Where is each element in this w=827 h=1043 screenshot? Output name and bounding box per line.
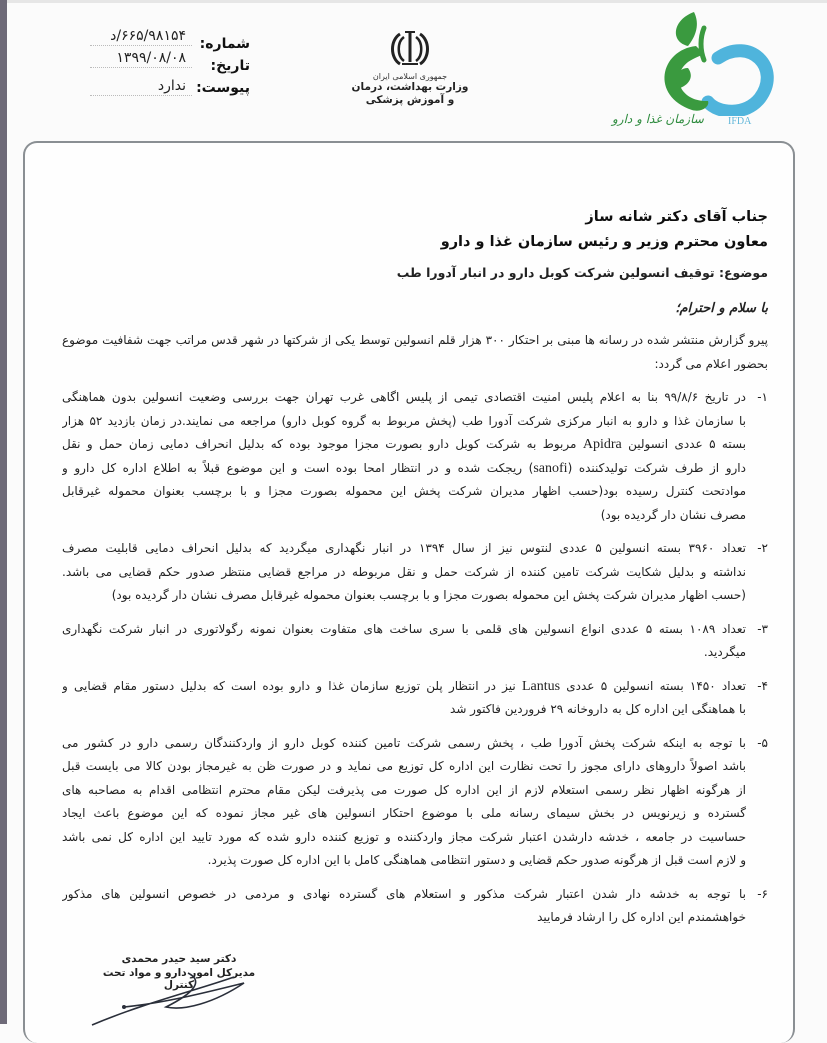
numbered-item	[62, 732, 768, 873]
iran-emblem-icon	[388, 28, 432, 68]
item-number: ۴-	[757, 678, 768, 693]
item-line: بسته ۵ عددی انسولین Apidra مربوط به شرکت کوبل دارو بصورت مجزا موجود بوده که بدلیل انحراف دمایی زمان حمل و نقل	[62, 437, 746, 452]
item-line: با توجه به اینکه شرکت پخش آدورا طب ، پخش رسمی شرکت تامین کننده کوبل دارو از واردکنندگان رسمی دارو در کشور می	[62, 735, 746, 750]
ifda-logo	[600, 6, 780, 134]
letter-metadata	[80, 30, 250, 96]
screen-left-edge	[0, 0, 7, 1024]
signatory-name: دکتر سید حیدر محمدی	[121, 953, 237, 965]
item-text	[62, 883, 746, 930]
item-line: خواهشمندم این اداره کل را ارشاد فرمایید	[537, 910, 746, 924]
ministry-emblem-block	[345, 28, 475, 107]
date-row	[80, 52, 250, 74]
numbered-item	[62, 883, 768, 930]
numbered-item	[62, 618, 768, 665]
item-text	[62, 386, 746, 527]
item-line: گسترده و زیرنویس در بخش سیمای رسانه ملی با موضوع احتکار انسولین های غیر مجاز نموده که این موضوع باعث ایجاد	[62, 806, 746, 820]
latin-product-name: Lantus	[521, 678, 561, 694]
latin-product-name: sanofi	[533, 460, 568, 476]
ifda-leaf-logo-icon	[600, 6, 780, 116]
attachment-row	[80, 74, 250, 96]
item-line: تعداد ۳۹۶۰ بسته انسولین ۵ عددی لنتوس نیز از سال ۱۳۹۴ در انبار نگهداری میگردید که بدلیل انحراف دمایی قابلیت مصرف	[62, 541, 746, 555]
item-line: در تاریخ ۹۹/۸/۶ بنا به اعلام پلیس امنیت اقتصادی تیمی از پلیس اگاهی غرب تهران جهت بررسی وضعیت انسولین بدون هماهنگی	[62, 390, 746, 404]
date-value: ۱۳۹۹/۰۸/۰۸	[90, 50, 192, 68]
item-number: ۵-	[757, 735, 768, 750]
number-row	[80, 30, 250, 52]
item-line: با سازمان غذا و دارو به انبار مرکزی شرکت آدورا طب (پخش مربوط به گروه کوبل دارو) مراجعه می نمایند.در زمان بازدید ۵۲ هزار	[62, 413, 746, 428]
number-value: ۶۶۵/۹۸۱۵۴/د	[90, 28, 192, 46]
item-line: با هماهنگی این اداره کل به داروخانه ۲۹ فروردین فاکتور شد	[450, 702, 746, 716]
top-divider	[7, 0, 827, 3]
item-line: از هرگونه اظهار نظر رسمی استعلام لازم از این اداره کل صورت می پذیرفت لیکن مقام محترم انتظامی اقدام به مصاحبه های	[62, 782, 746, 797]
number-label: شماره:	[199, 36, 250, 52]
date-label: تاریخ:	[210, 58, 250, 74]
item-line: تعداد ۱۴۵۰ بسته انسولین ۵ عددی Lantus نیز در انتظار پلن توزیع سازمان غذا و دارو بوده است که بدلیل دستور مقام قضایی و	[62, 678, 746, 694]
intro-line: بحضور اعلام می گردد:	[654, 356, 768, 371]
letter-subject: موضوع: توقیف انسولین شرکت کوبل دارو در انبار آدورا طب	[396, 265, 768, 280]
item-line: میگردید.	[703, 645, 746, 659]
item-line: نداشته و بدلیل شکایت شرکت تامین کننده از شرکت حمل و نقل مربوطه در مراجع قضایی منتظر صدور حکم قضایی می باشد.	[62, 564, 746, 579]
item-text	[62, 618, 746, 665]
intro-line: پیرو گزارش منتشر شده در رسانه ها مبنی بر احتکار ۳۰۰ هزار قلم انسولین توسط یکی از شرکتها در شهر قدس مراتب جهت شفافیت موضوع	[62, 333, 768, 347]
intro-paragraph	[62, 329, 768, 376]
signature-block	[94, 953, 264, 991]
item-line: موادتحت کنترل رسیده بود(حسب اظهار مدیران شرکت پخش این محموله بصورت مجزا و با برچسب بعنوان محموله غیرقابل	[62, 484, 746, 498]
numbered-item	[62, 537, 768, 608]
addressee-title: معاون محترم وزیر و رئیس سازمان غذا و دارو	[440, 234, 768, 250]
item-line: با توجه به خدشه دار شدن اعتبار شرکت مذکور و استعلام های گسترده نهادی و مردمی در خصوص انسولین های مذکور	[62, 886, 746, 901]
item-number: ۱-	[757, 390, 768, 404]
item-line: تعداد ۱۰۸۹ بسته ۵ عددی انواع انسولین های قلمی با سری ساخت های متفاوت بعنوان نمونه رگولاتوری در انبار شرکت نگهداری	[62, 621, 746, 636]
ministry-name-line1: وزارت بهداشت، درمان	[351, 81, 469, 93]
item-number: ۲-	[757, 541, 768, 555]
numbered-item	[62, 386, 768, 527]
attachment-value: ندارد	[90, 78, 192, 96]
handwritten-signature-icon	[84, 963, 274, 1033]
latin-product-name: Apidra	[582, 437, 622, 452]
item-line: (حسب اظهار مدیران شرکت پخش این محموله بصورت مجزا و با برچسب بعنوان محموله غیرقابل مصرف نشان دار گردیده بود)	[111, 588, 746, 602]
item-number: ۶-	[757, 886, 768, 901]
addressee-name: جناب آقای دکتر شانه ساز	[585, 209, 768, 225]
letter-body	[62, 205, 768, 930]
item-line: باشد اصولاً داروهای دارای مجوز را تحت نظارت این اداره کل توزیع می نماید و در صورت ظن به غیرمجاز بودن کالا می بایست قبل	[62, 759, 746, 773]
letter-greeting: با سلام و احترام؛	[675, 301, 768, 316]
item-number: ۳-	[757, 621, 768, 636]
item-line: حساسیت در جامعه ، خدشه دارشدن اعتبار شرکت مجاز واردکننده و توزیع کننده دارو شده که مورد تایید این اداره کل نمی باشد	[62, 829, 746, 844]
signatory-title: مدیرکل امور دارو و مواد تحت کنترل	[102, 967, 256, 991]
emblem-country-name: جمهوری اسلامی ایران	[372, 72, 448, 81]
item-text	[62, 537, 746, 608]
item-text	[62, 732, 746, 873]
ifda-logo-abbr: IFDA	[728, 116, 752, 127]
numbered-item	[62, 675, 768, 722]
item-line: مصرف نشان دار گردیده بود)	[600, 507, 746, 522]
ministry-name-line2: و آموزش پزشکی	[365, 94, 455, 106]
ifda-logo-text: سازمان غذا و دارو	[612, 112, 704, 126]
numbered-items	[62, 386, 768, 930]
item-line: و لازم است قبل از هرگونه صدور حکم قضایی و دستور انتظامی هماهنگی کامل با این اداره کل صورت پذیرد.	[207, 853, 746, 867]
item-text	[62, 675, 746, 722]
attachment-label: پیوست:	[196, 80, 250, 96]
item-line: دارو از طرف شرکت تولیدکننده (sanofi) ریجکت شده و در انتظار امحا بوده است و این موضوع قبلاً به اطلاع اداره کل دارو و	[62, 460, 746, 476]
